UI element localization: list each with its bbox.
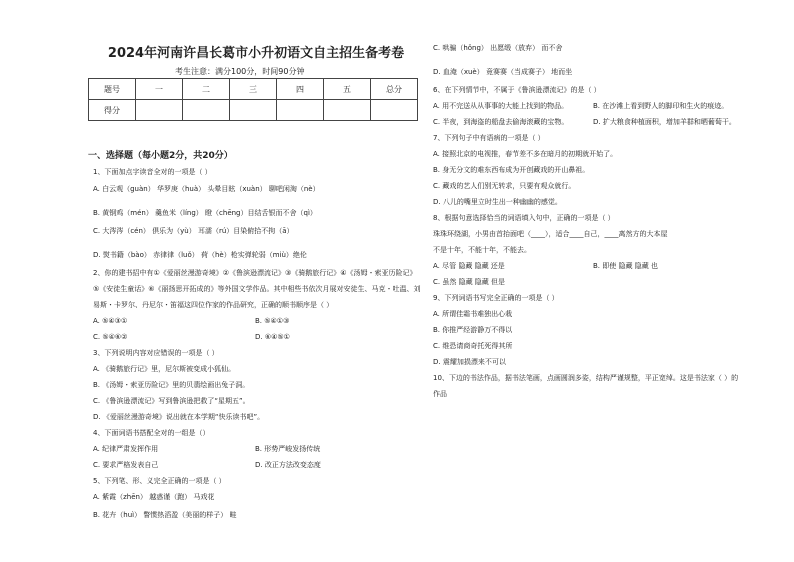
question-line: C. ⑤④⑥② [93,333,128,341]
score-cell: 总分 [371,79,418,100]
question-line: 不是十年，不能十年，不能去。 [433,246,531,254]
section-heading: 一、选择题（每小题2分，共20分） [88,151,233,161]
question-line: 7、下列句子中有语病的一项是（ ） [433,134,545,142]
question-line: A. 纪律严肃发挥作用 [93,445,159,453]
question-line: B. ⑤④①③ [255,317,290,325]
question-line: 珠珠环绕湖，小男由首抬面吧（____），适合____自己，____离然方的大本屋 [433,230,668,238]
question-line: B. 在沙滩上看到野人的脚印和生火的痕迹。 [593,102,729,110]
question-line: D. 震耀加损漂来不可以 [433,358,506,366]
question-line: A. 紫霞（zhēn） 越惑谨（跑） 马戏花 [93,493,215,501]
question-line: 6、在下列情节中，不属于《鲁滨逊漂流记》的是（ ） [433,86,601,94]
question-line: B. 身无分文的难东西布成为开创藏戏的开山鼻祖。 [433,166,590,174]
question-line: 5、下列笔、形、义完全正确的一项是（ ） [93,477,226,485]
question-line: D. 血淹（xuè） 竟赛赛（当成赛子） 地而坐 [433,68,573,76]
question-line: C. 哄骗（hǒng） 出愿缎（放弃） 而不舍 [433,44,563,52]
question-line: C. 维恐请商奇托死得其所 [433,342,513,350]
score-cell: 一 [136,79,183,100]
question-line: C. 藏戏的艺人们别无转求，只要有观众就行。 [433,182,576,190]
question-line: 9、下列词语书写完全正确的一项是（ ） [433,294,559,302]
question-line: 3、下列说明内容对应错误的一项是（ ） [93,349,219,357]
score-input-cell[interactable] [324,100,371,121]
question-line: A. 所谓佳霜书难独出心栽 [433,310,513,318]
question-line: C. 大涔涔（cén） 倶乐为（yù） 耳濡（rú）目染俯拾不拘（ā） [93,227,294,235]
score-cell: 三 [230,79,277,100]
score-cell: 五 [324,79,371,100]
question-line: C. 半夜，到海盗的船盘去偷海滚藏的宝物。 [433,118,569,126]
question-line: A. 用不完送从从事事的大能上找到的物品。 [433,102,569,110]
question-line: C. 《鲁滨逊漂流记》写到鲁滨逊把救了“星期五”。 [93,397,250,405]
question-line: 8、根据句意选择恰当的词语填入句中，正确的一项是（ ） [433,214,615,222]
question-line: D. ⑥④⑤① [255,333,290,341]
question-line: B. 形势严峻发扬传统 [255,445,321,453]
question-line: 10、下边的书法作品，据书法笔画，点画圆润多姿，结构严谨规整，平正宽绰。这是书法家（ ）的 [433,374,739,382]
question-line: A. 接照北京的电视推，春节差不多在暗月的初期就开始了。 [433,150,618,158]
question-line: ⑤《安徒生童话》⑥《丽扬思开拓成的》等外国文学作品。其中相些书依次月展对安徒生、马克・吐温、刘 [93,285,421,293]
question-line: B. 《汤姆・索亚历险记》里的贝翡绘画出兔子洞。 [93,381,250,389]
question-line: A. ⑤④③① [93,317,128,325]
score-table-header-row [89,79,418,100]
question-line: B. 花卉（huì） 瞥惯热滔盈（美丽的样子） 畦 [93,511,237,519]
score-cell: 四 [277,79,324,100]
question-line: B. 即使 隐藏 隐藏 也 [593,262,658,270]
question-line: D. 熨书籍（bào） 赤律律（luǒ） 荷（hè）枪实弹轮弱（miù）绝伦 [93,251,307,259]
question-line: C. 要求严格发表自己 [93,461,159,469]
exam-title: 2024年河南许昌长葛市小升初语文自主招生备考卷 [107,46,405,61]
exam-notice: 考生注意：满分100分，时间90分钟 [175,67,305,76]
question-line: 4、下面词语书搭配全对的一组是（） [93,429,210,437]
question-line: D. 改正方法改变态度 [255,461,321,469]
question-line: 2、你的建书招中有①《爱丽丝漫游奇境》②《鲁滨逊漂流记》③《骑鹅旅行记》④《汤姆・索亚历险记》 [93,269,417,277]
score-cell: 题号 [89,79,136,100]
score-input-cell[interactable] [371,100,418,121]
question-line: B. 黄钢鸡（mén） 羹鱼米（líng） 瞪（chēng）目结舌银而不舍（qì） [93,209,317,217]
question-line: D. 《爱丽丝漫游奇境》说出就在本学期“快乐读书吧”。 [93,413,265,421]
score-cell: 二 [183,79,230,100]
question-line: D. 扩大粮食种植面积，增加羊群和晒葡萄干。 [593,118,736,126]
question-line: 作品 [433,390,447,398]
question-line: D. 八儿的嘴里立时生出一种幽幽的感觉。 [433,198,562,206]
score-table [88,78,418,121]
score-input-cell[interactable] [183,100,230,121]
score-cell: 得分 [89,100,136,121]
question-line: B. 你推严经游静万不得以 [433,326,513,334]
score-input-cell[interactable] [230,100,277,121]
question-line: A. 尽管 隐藏 隐藏 还是 [433,262,505,270]
question-line: A. 白云观（guàn） 华罗庚（huà） 头晕目眩（xuàn） 聊吧闲淘（nè） [93,185,320,193]
question-line: 1、下面加点字读音全对的一项是（ ） [93,168,212,176]
question-line: C. 虽然 隐藏 隐藏 但是 [433,278,506,286]
score-table-score-row [89,100,418,121]
question-line: 易斯・卡罗尔、丹尼尔・笛福这四位作家的作品研究，正确的顺书顺序是（ ） [93,301,334,309]
score-input-cell[interactable] [277,100,324,121]
question-line: A. 《骑鹅旅行记》里，尼尔斯被变成小狐仙。 [93,365,236,373]
score-input-cell[interactable] [136,100,183,121]
